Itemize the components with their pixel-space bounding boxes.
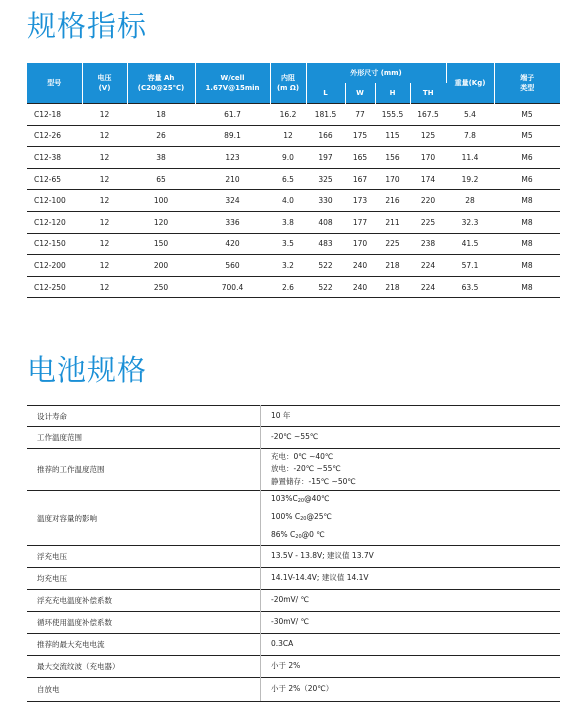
spec-label: 均充电压	[27, 568, 261, 590]
spec-value: 14.1V-14.4V; 建议值 14.1V	[261, 568, 561, 590]
spec-row-temp-capacity	[27, 491, 560, 546]
table-row: C12-250 12 250 700.4 2.6 522 240 218 224 63.5 M8	[27, 276, 560, 298]
table-row: C12-18 12 18 61.7 16.2 181.5 77 155.5 167.5 5.4 M5	[27, 104, 560, 126]
spec-value: -20℃ ~55℃	[261, 427, 561, 449]
table-row: C12-38 12 38 123 9.0 197 165 156 170 11.4 M6	[27, 147, 560, 169]
spec-label: 温度对容量的影响	[27, 491, 261, 546]
spec-row-ripple	[27, 656, 560, 678]
spec-value: 小于 2%	[261, 656, 561, 678]
table-row: C12-65 12 65 210 6.5 325 167 170 174 19.2 M6	[27, 168, 560, 190]
spec-row-op-temp	[27, 427, 560, 449]
spec-value: 0.3CA	[261, 634, 561, 656]
section-title-specs: 规格指标	[27, 9, 148, 43]
battery-spec-table	[27, 405, 560, 702]
spec-label: 工作温度范围	[27, 427, 261, 449]
header-voltage: 电压 (V)	[82, 63, 127, 104]
section-title-battery: 电池规格	[27, 353, 148, 387]
spec-row-float-voltage	[27, 546, 560, 568]
header-length: L	[306, 83, 345, 104]
header-weight: 重量(Kg)	[446, 63, 494, 104]
spec-value: $103\%C_{20}@40℃$ 100% $C_{20}@25℃$ 86% $C_{20}@0$ ℃	[261, 491, 561, 546]
spec-value: 小于 2%（20℃）	[261, 678, 561, 702]
header-height: H	[375, 83, 410, 104]
spec-row-cycle-comp	[27, 612, 560, 634]
header-wcell: W/cell 1.67V@15min	[195, 63, 270, 104]
spec-value: 10 年	[261, 406, 561, 427]
spec-value: 13.5V - 13.8V; 建议值 13.7V	[261, 546, 561, 568]
spec-value: -30mV/ ℃	[261, 612, 561, 634]
header-model: 型号	[27, 63, 82, 104]
spec-value: -20mV/ ℃	[261, 590, 561, 612]
header-resistance: 内阻 (m Ω)	[270, 63, 306, 104]
header-capacity: 容量 Ah (C20@25℃)	[127, 63, 195, 104]
table-row: C12-120 12 120 336 3.8 408 177 211 225 32.3 M8	[27, 211, 560, 233]
spec-row-float-comp	[27, 590, 560, 612]
header-width: W	[345, 83, 375, 104]
spec-label: 浮充充电温度补偿系数	[27, 590, 261, 612]
spec-label: 自放电	[27, 678, 261, 702]
spec-label: 推荐的最大充电电流	[27, 634, 261, 656]
header-total-height: TH	[410, 83, 446, 104]
table-row: C12-200 12 200 560 3.2 522 240 218 224 57.1 M8	[27, 255, 560, 277]
spec-row-equal-voltage	[27, 568, 560, 590]
spec-value: 充电：0℃ ~40℃ 放电：-20℃ ~55℃ 静置储存：-15℃ ~50℃	[261, 449, 561, 491]
table-row: C12-26 12 26 89.1 12 166 175 115 125 7.8 M5	[27, 125, 560, 147]
spec-row-design-life	[27, 406, 560, 427]
spec-row-rec-temp	[27, 449, 560, 491]
header-dimensions: 外形尺寸 (mm)	[306, 63, 446, 83]
spec-table	[27, 63, 560, 298]
table-row: C12-100 12 100 324 4.0 330 173 216 220 28 M8	[27, 190, 560, 212]
spec-row-self-discharge	[27, 678, 560, 702]
spec-label: 推荐的工作温度范围	[27, 449, 261, 491]
spec-label: 循环使用温度补偿系数	[27, 612, 261, 634]
spec-label: 最大交流纹波（充电器）	[27, 656, 261, 678]
table-row: C12-150 12 150 420 3.5 483 170 225 238 41.5 M8	[27, 233, 560, 255]
spec-label: 设计寿命	[27, 406, 261, 427]
header-terminal: 端子 类型	[494, 63, 560, 104]
spec-row-max-current	[27, 634, 560, 656]
spec-label: 浮充电压	[27, 546, 261, 568]
